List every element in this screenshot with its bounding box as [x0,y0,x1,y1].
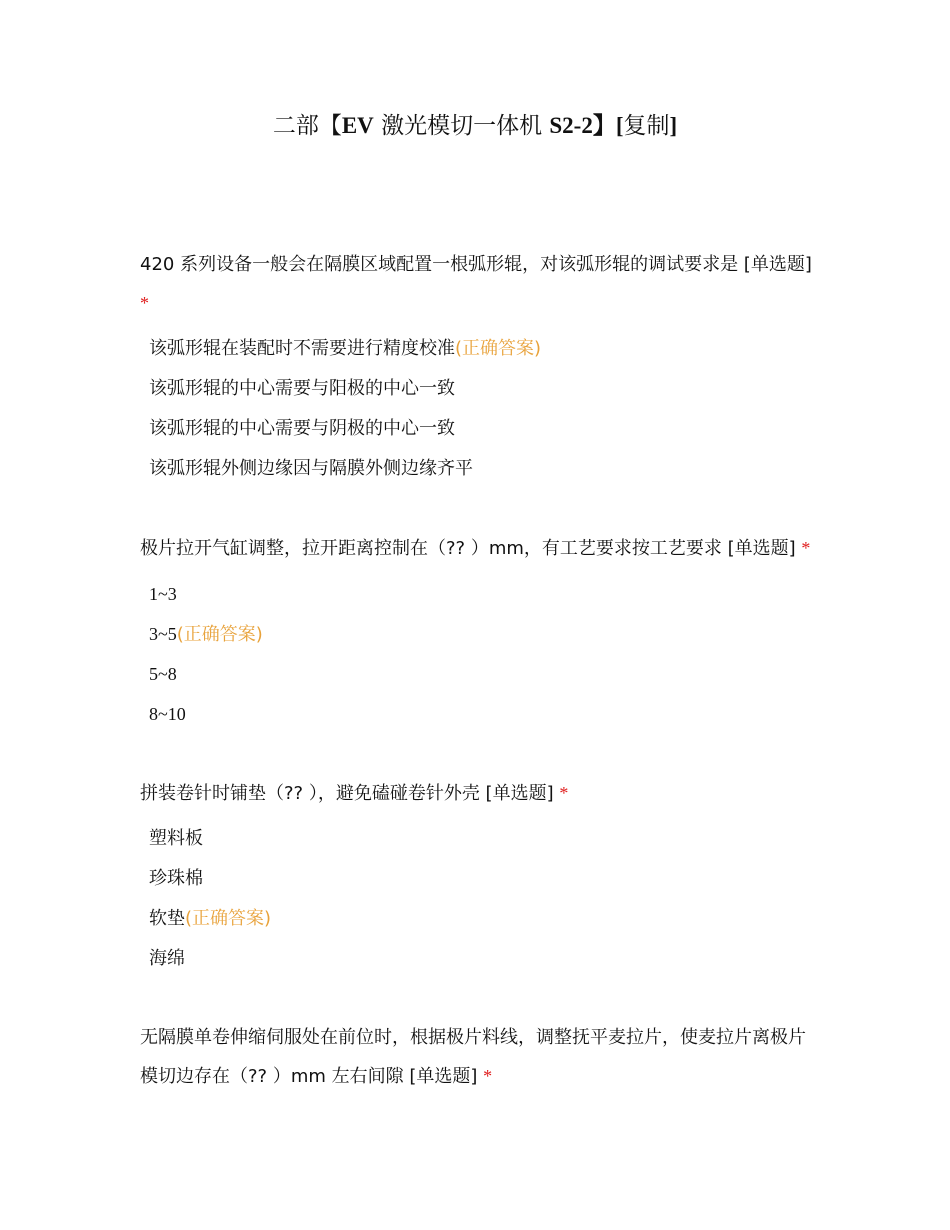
title-middle: 激光模切一体机 [373,113,550,139]
question [140,246,820,489]
option-item [140,654,820,694]
option-label: 3~5 [149,624,177,644]
question-label: 极片拉开气缸调整，拉开距离控制在（?? ）mm，有工艺要求按工艺要求 [单选题] [140,538,796,559]
option-label: 塑料板 [149,828,203,849]
option-list [140,329,820,489]
option-item [140,329,820,369]
required-marker: * [559,783,569,803]
required-marker: * [801,538,811,558]
option-item [140,899,820,939]
question-text [140,529,820,568]
option-label: 该弧形辊的中心需要与阴极的中心一致 [149,418,455,439]
option-label: 软垫 [149,908,185,929]
option-label: 该弧形辊外侧边缘因与隔膜外侧边缘齐平 [149,458,473,479]
question [140,1019,820,1096]
correct-answer-marker: (正确答案) [455,338,542,359]
title-ev: EV [341,113,374,138]
option-label: 海绵 [149,948,185,969]
option-item [140,449,820,489]
title-model: S2-2 [549,113,593,138]
option-list [140,574,820,734]
question-label: 无隔膜单卷伸缩伺服处在前位时，根据极片料线，调整抚平麦拉片，使麦拉片离极片模切边存在（?? ）mm 左右间隙 [单选题] [140,1027,806,1087]
correct-answer-marker: (正确答案) [176,624,263,645]
question-text [140,1019,820,1096]
option-label: 该弧形辊的中心需要与阳极的中心一致 [149,378,455,399]
option-item [140,614,820,654]
title-copy: 复制 [623,113,670,139]
question-label: 拼装卷针时铺垫（?? ），避免磕碰卷针外壳 [单选题] [140,783,554,804]
option-item [140,369,820,409]
option-item [140,939,820,979]
option-label: 8~10 [149,704,186,724]
required-marker: * [140,293,149,313]
option-item [140,409,820,449]
option-item [140,574,820,614]
required-marker: * [483,1066,493,1086]
option-item [140,819,820,859]
question [140,774,820,979]
option-label: 该弧形辊在装配时不需要进行精度校准 [149,338,455,359]
option-label: 1~3 [149,584,177,604]
question-label: 420 系列设备一般会在隔膜区域配置一根弧形辊，对该弧形辊的调试要求是 [单选题] [140,254,812,275]
option-item [140,859,820,899]
title-bracket: 】[ [592,113,624,138]
question [140,529,820,734]
document-title [0,108,950,144]
option-label: 珍珠棉 [149,868,203,889]
question-text [140,246,820,323]
option-list [140,819,820,979]
question-text [140,774,820,813]
title-prefix: 二部【 [272,113,342,139]
correct-answer-marker: (正确答案) [185,908,272,929]
option-label: 5~8 [149,664,177,684]
option-item [140,694,820,734]
title-end: ] [669,113,678,138]
question-list [140,246,820,1136]
